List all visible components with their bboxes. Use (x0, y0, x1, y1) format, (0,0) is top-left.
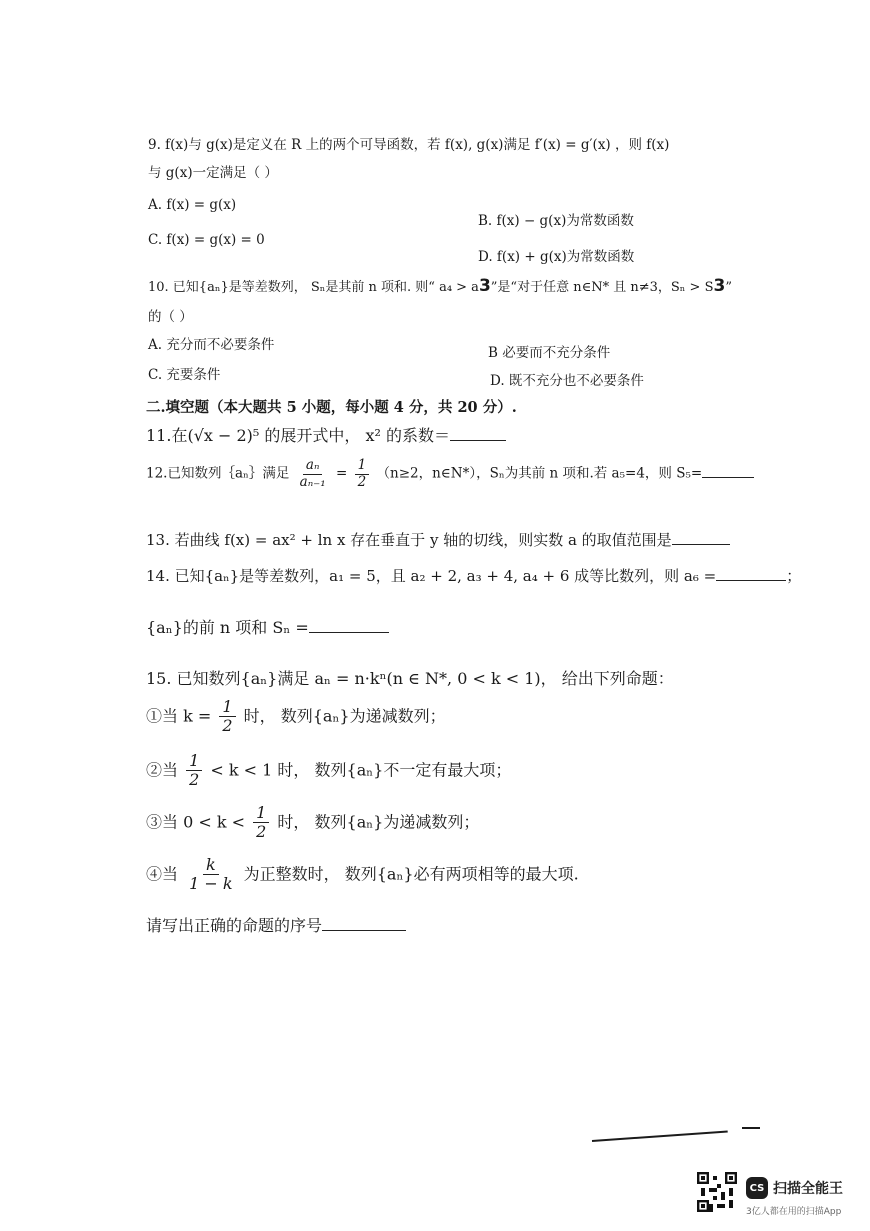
q10-stem-line2: 的（ ） (148, 309, 193, 325)
q12-answer-blank (702, 463, 754, 478)
q15-item4-post: 为正整数时， 数列{aₙ}必有两项相等的最大项. (243, 864, 579, 884)
q10-option-c: C. 充要条件 (148, 367, 221, 383)
q10-option-d: D. 既不充分也不必要条件 (490, 373, 644, 389)
q12-frac1-denominator: aₙ₋₁ (299, 473, 326, 490)
section2-title: 二.填空题（本大题共 5 小题，每小题 4 分，共 20 分）. (146, 399, 517, 416)
q14-line2 (146, 618, 389, 637)
scanner-watermark (746, 1177, 843, 1199)
q15-item1-fraction (219, 698, 235, 736)
q12-pre: 12.已知数列｛aₙ｝满足 (146, 465, 290, 482)
q15-item-3 (146, 804, 479, 842)
q15-item4-numerator: k (203, 856, 219, 875)
q15-item-4 (146, 856, 579, 894)
q11-text: 11.在(√x − 2)⁵ 的展开式中， x² 的系数＝ (146, 426, 451, 445)
q11-answer-blank (450, 426, 506, 441)
q15-item3-pre: ③当 0 < k < (146, 812, 246, 832)
q10-option-a: A. 充分而不必要条件 (148, 337, 275, 353)
q15-item1-denominator: 2 (222, 716, 233, 736)
q15-item-2 (146, 752, 511, 790)
q12-line (146, 458, 754, 490)
q15-item4-denominator: 1 − k (189, 874, 233, 894)
q15-answer-blank (322, 916, 406, 931)
qr-code-icon (697, 1172, 737, 1212)
q12-eq: = (336, 465, 348, 482)
q14-text-2: {aₙ}的前 n 项和 Sₙ = (146, 618, 309, 637)
scan-artifact-mark (742, 1127, 760, 1129)
q14-answer-blank-1 (716, 566, 786, 581)
q12-frac1-numerator: aₙ (303, 458, 323, 475)
q15-item3-post: 时， 数列{aₙ}为递减数列； (277, 812, 480, 832)
q15-item2-post: < k < 1 时， 数列{aₙ}不一定有最大项； (210, 760, 512, 780)
q10-stem-part2: ”是“对于任意 n∈N* 且 n≠3，Sₙ > S (490, 280, 714, 295)
q15-item3-numerator: 1 (253, 804, 269, 823)
q15-item2-numerator: 1 (186, 752, 202, 771)
q15-item3-fraction (253, 804, 269, 842)
q14-answer-blank-2 (309, 618, 389, 633)
q13-line (146, 530, 730, 549)
q10-option-b: B 必要而不充分条件 (488, 345, 611, 361)
scanner-brand-name: 扫描全能王 (773, 1181, 843, 1197)
q15-item2-pre: ②当 (146, 760, 179, 780)
q15-stem: 15. 已知数列{aₙ}满足 aₙ = n·kⁿ(n ∈ N*, 0 < k < 1)， 给出下列命题： (146, 669, 674, 688)
q14-line1-end: ； (786, 567, 802, 585)
handwritten-mark-1: 3 (478, 276, 491, 296)
q15-item1-pre: ①当 k = (146, 706, 212, 726)
q11-line (146, 426, 506, 445)
q15-item3-denominator: 2 (256, 822, 267, 842)
camscanner-logo-icon: CS (746, 1177, 768, 1199)
q15-item2-denominator: 2 (189, 770, 200, 790)
q9-stem-line1: 9. f(x)与 g(x)是定义在 R 上的两个可导函数，若 f(x), g(x)满足 f′(x) = g′(x) ，则 f(x) (148, 137, 670, 153)
q15-item1-post: 时， 数列{aₙ}为递减数列； (243, 706, 446, 726)
q10-stem-part3: ” (725, 280, 732, 295)
q15-item4-pre: ④当 (146, 864, 179, 884)
q12-frac2-denominator: 2 (357, 473, 367, 490)
q14-text-1: 14. 已知{aₙ}是等差数列，a₁ = 5，且 a₂ + 2, a₃ + 4, a₄ + 6 成等比数列，则 a₆ = (146, 567, 717, 585)
q12-fraction-2 (355, 458, 370, 490)
scan-artifact-line (592, 1131, 728, 1142)
q12-post: （n≥2，n∈N*），Sₙ为其前 n 项和.若 a₅=4，则 S₅= (376, 465, 703, 482)
q13-text: 13. 若曲线 f(x) = ax² + ln x 存在垂直于 y 轴的切线，则实数 a 的取值范围是 (146, 531, 672, 549)
q15-item2-fraction (186, 752, 202, 790)
q9-option-a: A. f(x) = g(x) (148, 197, 237, 213)
q15-item1-numerator: 1 (219, 698, 235, 717)
q9-stem-line2: 与 g(x)一定满足（ ） (148, 165, 278, 181)
q9-option-b: B. f(x) − g(x)为常数函数 (478, 213, 634, 229)
q12-frac2-numerator: 1 (355, 458, 370, 475)
q15-item4-fraction (186, 856, 235, 894)
q14-line1 (146, 566, 801, 585)
q9-option-d: D. f(x) + g(x)为常数函数 (478, 249, 635, 265)
handwritten-mark-2: 3 (713, 276, 726, 296)
q10-stem-line1 (148, 277, 732, 296)
q15-ask-text: 请写出正确的命题的序号 (146, 916, 323, 935)
q9-option-c: C. f(x) = g(x) = 0 (148, 232, 265, 248)
q15-item-1 (146, 698, 446, 736)
q10-stem-part1: 10. 已知{aₙ}是等差数列， Sₙ是其前 n 项和. 则“ a₄ > a (148, 280, 479, 295)
q12-fraction-1 (297, 458, 329, 490)
q13-answer-blank (672, 530, 730, 545)
scanner-tagline: 3亿人都在用的扫描App (746, 1207, 842, 1217)
q15-ask (146, 916, 406, 935)
